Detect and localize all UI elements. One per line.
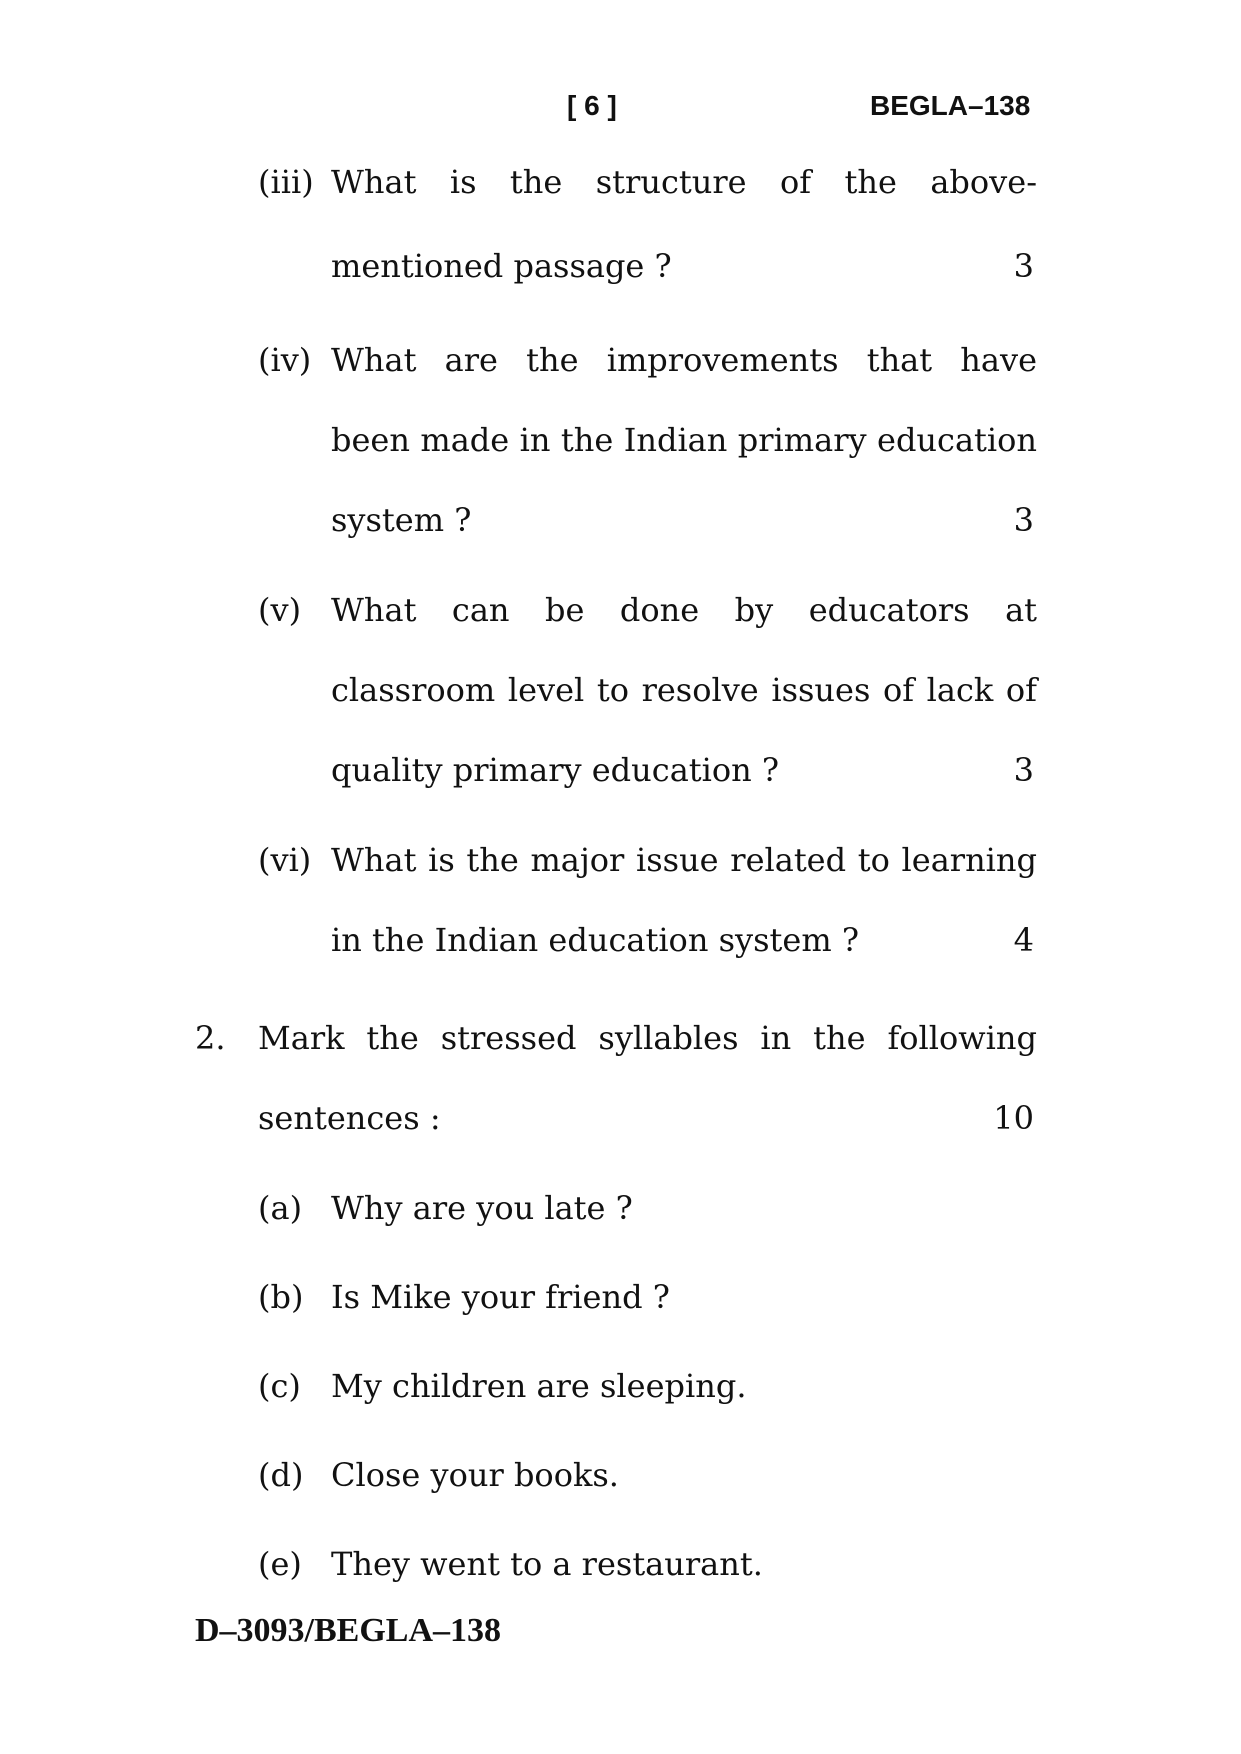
question-marks: 3 xyxy=(1013,501,1034,539)
sub-item-label: (e) xyxy=(258,1545,302,1583)
question-marks: 4 xyxy=(1013,921,1034,959)
question-marks: 3 xyxy=(1013,751,1034,789)
question-number: 2. xyxy=(195,1019,226,1057)
question-text-line: in the Indian education system ? xyxy=(331,921,859,959)
question-label: (iv) xyxy=(258,341,312,379)
sub-item-text: My children are sleeping. xyxy=(331,1367,747,1405)
question-text-line: sentences : xyxy=(258,1099,441,1137)
question-text-line: been made in the Indian primary education xyxy=(331,421,1037,459)
question-text-line: What can be done by educators at xyxy=(331,591,1037,629)
question-text-line: Mark the stressed syllables in the following xyxy=(258,1019,1037,1057)
footer-code: D–3093/BEGLA–138 xyxy=(195,1612,502,1649)
question-text-line: quality primary education ? xyxy=(331,751,780,789)
question-text-line: What is the major issue related to learning xyxy=(331,841,1037,879)
question-label: (vi) xyxy=(258,841,312,879)
question-text-line: What are the improvements that have xyxy=(331,341,1037,379)
question-text-line: What is the structure of the above- xyxy=(331,163,1037,201)
question-text-line: mentioned passage ? xyxy=(331,247,672,285)
page-number: [ 6 ] xyxy=(567,90,617,121)
sub-item-text: They went to a restaurant. xyxy=(331,1545,763,1583)
paper-code: BEGLA–138 xyxy=(870,90,1031,121)
question-marks: 10 xyxy=(993,1099,1034,1137)
sub-item-label: (a) xyxy=(258,1189,303,1227)
sub-item-label: (d) xyxy=(258,1456,304,1494)
question-marks: 3 xyxy=(1013,247,1034,285)
question-text-line: classroom level to resolve issues of lack of xyxy=(331,671,1037,709)
sub-item-label: (c) xyxy=(258,1367,301,1405)
sub-item-label: (b) xyxy=(258,1278,304,1316)
question-label: (iii) xyxy=(258,163,314,201)
question-text-line: system ? xyxy=(331,501,472,539)
sub-item-text: Why are you late ? xyxy=(331,1189,633,1227)
sub-item-text: Close your books. xyxy=(331,1456,619,1494)
sub-item-text: Is Mike your friend ? xyxy=(331,1278,670,1316)
question-label: (v) xyxy=(258,591,302,629)
